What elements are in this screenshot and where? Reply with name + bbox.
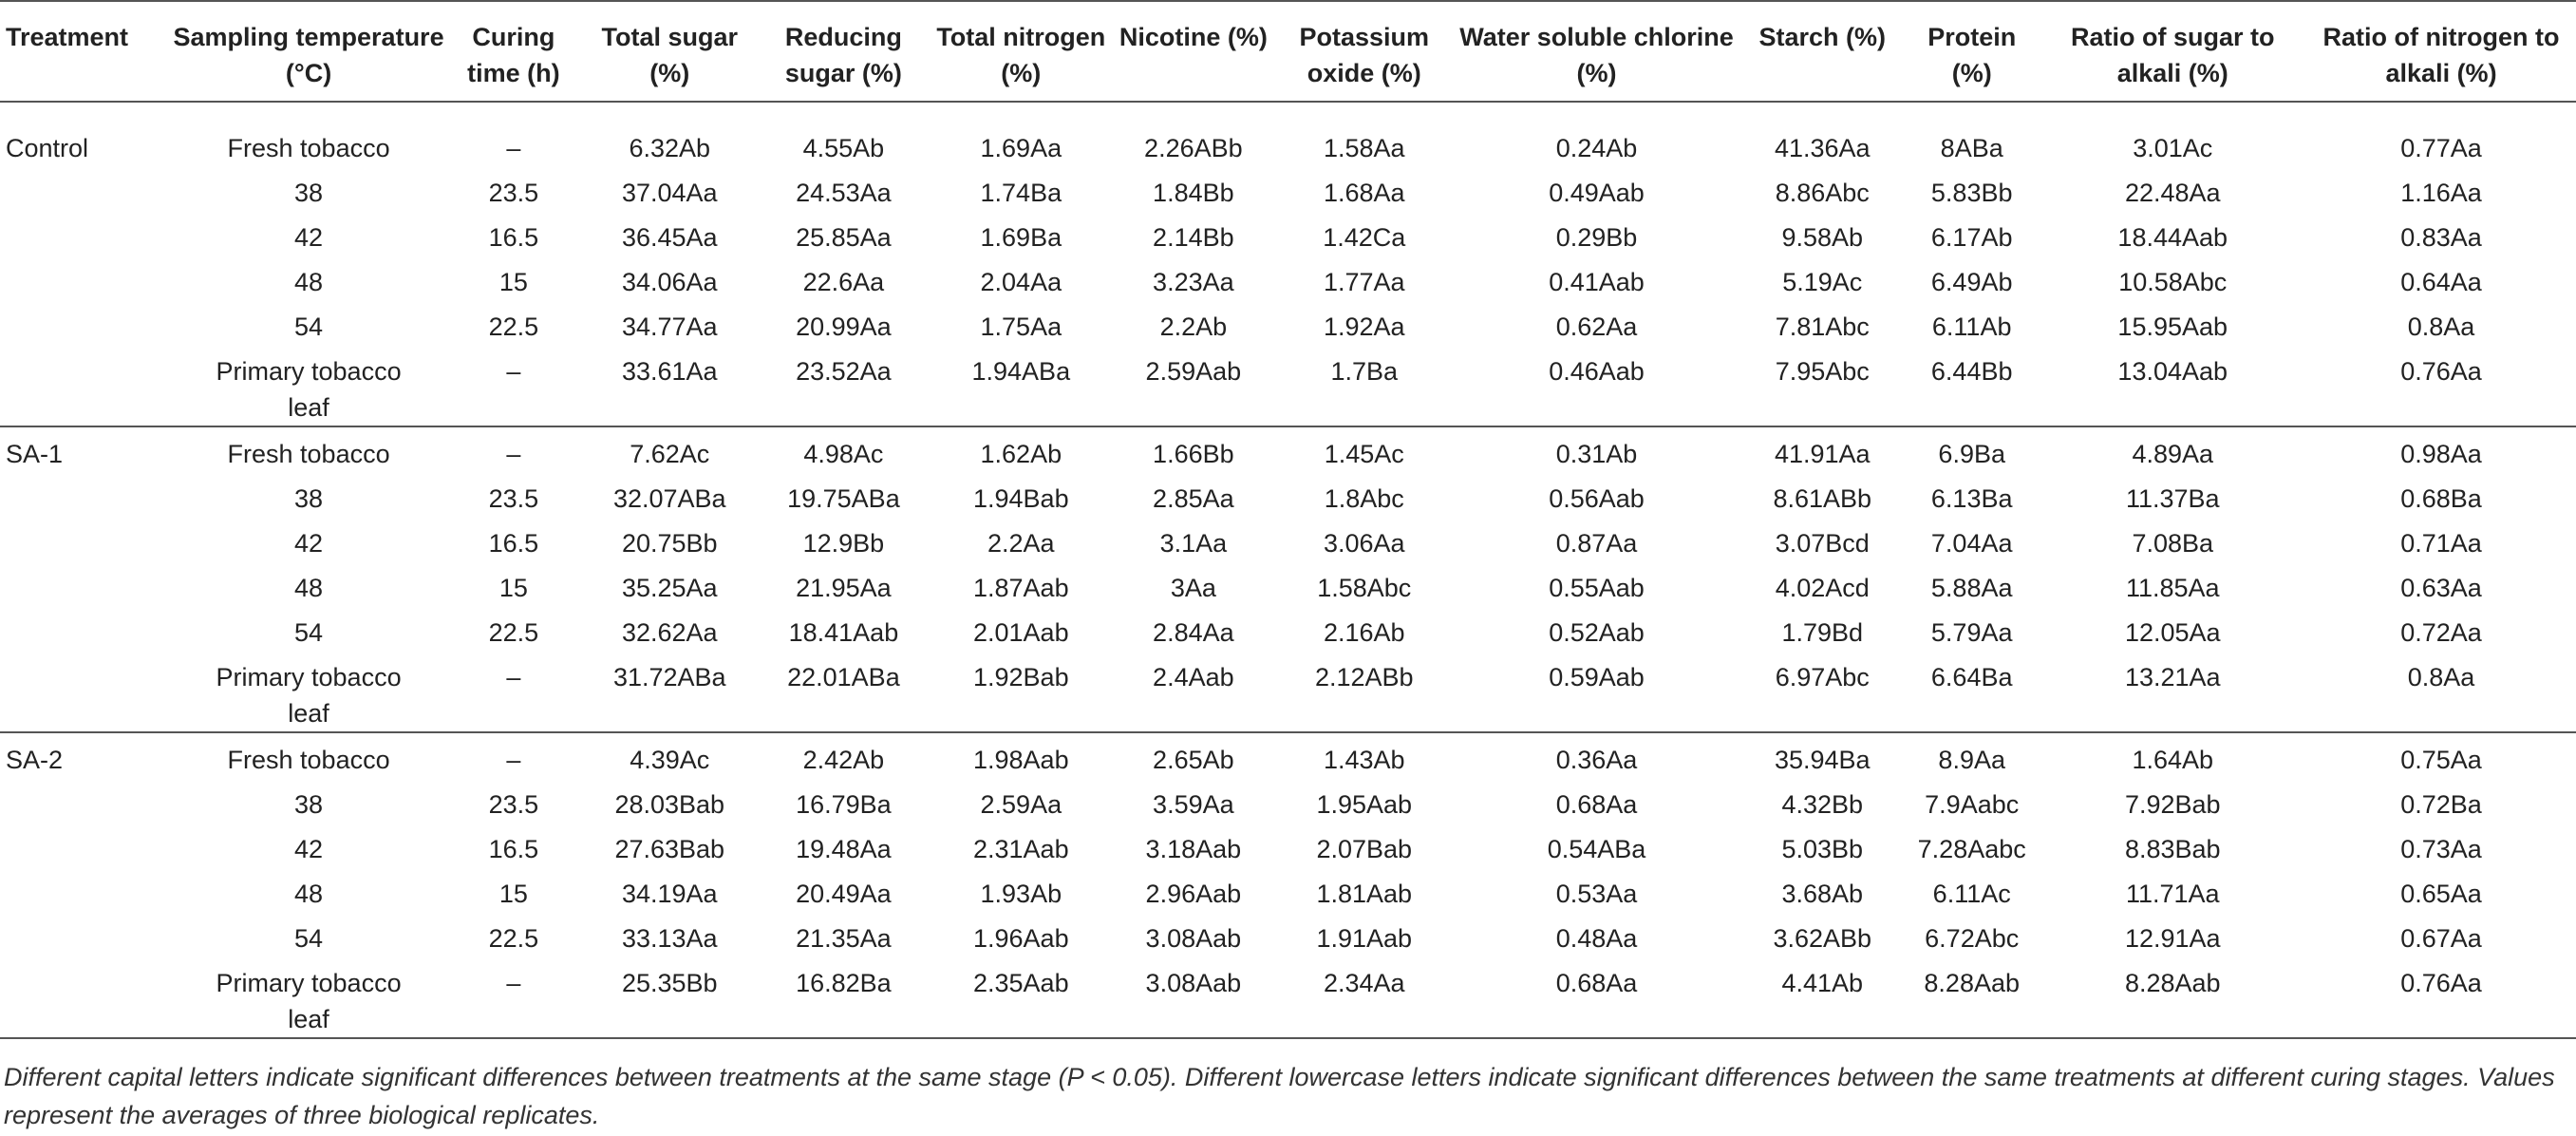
nicotine-cell: 3.23Aa — [1153, 268, 1234, 296]
reducing-sugar-cell: 12.9Bb — [802, 529, 885, 558]
table-row — [0, 956, 2576, 1038]
sampling-temperature-cell: Primary tobacco leaf — [173, 956, 444, 1038]
water-soluble-chlorine-cell: 0.68Aa — [1453, 956, 1739, 1038]
curing-time-cell: – — [506, 134, 521, 162]
nicotine-cell: 2.2Ab — [1159, 312, 1228, 341]
sampling-temperature-cell: 42 — [294, 835, 324, 863]
table-footnote: Different capital letters indicate significant differences between treatments at the same stage (P < 0.05). Different lowercase letters indicate significant differences between the same treatments at different curing stages. Values represent the averages of three biological replicates. — [4, 1063, 2555, 1129]
potassium-oxide-cell: 1.42Ca — [1323, 223, 1406, 252]
sugar-alkali-ratio-cell: 3.01Ac — [2133, 134, 2213, 162]
water-soluble-chlorine-cell: 0.53Aa — [1555, 880, 1638, 908]
sugar-alkali-ratio-cell: 12.05Aa — [2124, 618, 2221, 647]
nicotine-cell: 3.08Aab — [1112, 956, 1275, 1038]
treatment-cell — [0, 517, 173, 561]
starch-cell: 6.97Abc — [1740, 651, 1906, 732]
curing-time-cell: 15 — [498, 880, 528, 908]
nicotine-cell: 1.66Bb — [1153, 440, 1234, 468]
curing-time-cell: 16.5 — [488, 223, 539, 252]
protein-cell: 8ABa — [1940, 134, 2003, 162]
curing-time-cell: 23.5 — [488, 484, 539, 513]
treatment-cell — [0, 166, 173, 211]
column-header-sampling-temperature: Sampling temperature (°C) — [173, 1, 444, 102]
potassium-oxide-cell: 1.77Aa — [1323, 268, 1405, 296]
total-sugar-cell: 33.13Aa — [621, 924, 718, 953]
table-header-row — [0, 1, 2576, 102]
reducing-sugar-cell: 4.55Ab — [802, 134, 885, 162]
nitrogen-alkali-ratio-cell: 0.68Ba — [2400, 484, 2482, 513]
starch-cell: 3.07Bcd — [1775, 529, 1870, 558]
nitrogen-alkali-ratio-cell: 0.63Aa — [2400, 574, 2482, 602]
reducing-sugar-cell: 18.41Aab — [788, 618, 899, 647]
treatment-cell — [0, 956, 173, 1038]
starch-cell: 8.61ABb — [1773, 484, 1872, 513]
total-sugar-cell: 34.06Aa — [621, 268, 718, 296]
treatment-cell: SA-2 — [6, 746, 64, 774]
starch-cell: 35.94Ba — [1774, 746, 1871, 774]
starch-cell: 5.03Bb — [1781, 835, 1864, 863]
table-row — [0, 517, 2576, 561]
protein-cell: 6.11Ac — [1932, 880, 2011, 908]
sampling-temperature-cell: Fresh tobacco — [227, 746, 390, 774]
protein-cell: 7.9Aabc — [1925, 790, 2020, 819]
starch-cell: 3.62ABb — [1773, 924, 1872, 953]
nitrogen-alkali-ratio-cell: 0.75Aa — [2400, 746, 2482, 774]
sugar-alkali-ratio-cell: 10.58Abc — [2118, 268, 2228, 296]
nitrogen-alkali-ratio-cell: 0.73Aa — [2400, 835, 2482, 863]
total-nitrogen-cell: 2.2Aa — [987, 529, 1055, 558]
total-nitrogen-cell: 1.69Aa — [980, 134, 1062, 162]
table-row — [0, 211, 2576, 256]
treatment-cell — [0, 651, 173, 732]
column-header-starch: Starch (%) — [1740, 1, 1906, 102]
nicotine-cell: 3.18Aab — [1145, 835, 1242, 863]
total-sugar-cell: 33.61Aa — [583, 345, 757, 426]
total-nitrogen-cell: 2.01Aab — [973, 618, 1069, 647]
nitrogen-alkali-ratio-cell: 1.16Aa — [2400, 179, 2482, 207]
nitrogen-alkali-ratio-cell: 0.64Aa — [2400, 268, 2482, 296]
reducing-sugar-cell: 22.6Aa — [802, 268, 885, 296]
water-soluble-chlorine-cell: 0.48Aa — [1555, 924, 1638, 953]
nitrogen-alkali-ratio-cell: 0.67Aa — [2400, 924, 2482, 953]
sugar-alkali-ratio-cell: 1.64Ab — [2132, 746, 2214, 774]
nitrogen-alkali-ratio-cell: 0.72Ba — [2400, 790, 2482, 819]
water-soluble-chlorine-cell: 0.36Aa — [1555, 746, 1638, 774]
curing-time-cell: 23.5 — [488, 179, 539, 207]
protein-cell: 6.72Abc — [1925, 924, 2020, 953]
curing-time-cell: 16.5 — [488, 835, 539, 863]
sampling-temperature-cell: 54 — [294, 312, 324, 341]
water-soluble-chlorine-cell: 0.46Aab — [1453, 345, 1739, 426]
column-header-potassium-oxide: Potassium oxide (%) — [1275, 1, 1453, 102]
treatment-cell — [0, 778, 173, 823]
starch-cell: 4.32Bb — [1781, 790, 1864, 819]
total-nitrogen-cell: 2.35Aab — [931, 956, 1112, 1038]
sugar-alkali-ratio-cell: 15.95Aab — [2117, 312, 2228, 341]
water-soluble-chlorine-cell: 0.29Bb — [1555, 223, 1638, 252]
nicotine-cell: 3Aa — [1170, 574, 1216, 602]
reducing-sugar-cell: 19.48Aa — [796, 835, 892, 863]
column-header-nitrogen-alkali-ratio: Ratio of nitrogen to alkali (%) — [2306, 1, 2576, 102]
sampling-temperature-cell: 42 — [294, 223, 324, 252]
total-sugar-cell: 34.77Aa — [621, 312, 718, 341]
sampling-temperature-cell: 42 — [294, 529, 324, 558]
water-soluble-chlorine-cell: 0.24Ab — [1555, 134, 1638, 162]
sugar-alkali-ratio-cell: 11.37Ba — [2125, 484, 2220, 513]
potassium-oxide-cell: 1.7Ba — [1275, 345, 1453, 426]
nicotine-cell: 2.26ABb — [1144, 134, 1243, 162]
starch-cell: 7.95Abc — [1740, 345, 1906, 426]
water-soluble-chlorine-cell: 0.68Aa — [1555, 790, 1638, 819]
water-soluble-chlorine-cell: 0.31Ab — [1555, 440, 1638, 468]
sampling-temperature-cell: Fresh tobacco — [227, 440, 390, 468]
protein-cell: 6.9Ba — [1938, 440, 2005, 468]
curing-time-cell: 15 — [498, 268, 528, 296]
total-nitrogen-cell: 1.98Aab — [973, 746, 1069, 774]
sugar-alkali-ratio-cell: 11.85Aa — [2125, 574, 2220, 602]
water-soluble-chlorine-cell: 0.52Aab — [1549, 618, 1645, 647]
sampling-temperature-cell: Primary tobacco leaf — [173, 651, 444, 732]
nitrogen-alkali-ratio-cell: 0.76Aa — [2306, 956, 2576, 1038]
water-soluble-chlorine-cell: 0.59Aab — [1453, 651, 1739, 732]
sampling-temperature-cell: 54 — [294, 924, 324, 953]
reducing-sugar-cell: 23.52Aa — [757, 345, 931, 426]
table-row — [0, 256, 2576, 300]
total-nitrogen-cell: 2.04Aa — [980, 268, 1062, 296]
potassium-oxide-cell: 2.07Bab — [1316, 835, 1413, 863]
curing-time-cell: 16.5 — [488, 529, 539, 558]
nicotine-cell: 2.65Ab — [1153, 746, 1234, 774]
column-header-nicotine: Nicotine (%) — [1112, 1, 1275, 102]
total-nitrogen-cell: 1.94Bab — [973, 484, 1069, 513]
total-sugar-cell: 35.25Aa — [621, 574, 718, 602]
potassium-oxide-cell: 1.95Aab — [1316, 790, 1413, 819]
column-header-sugar-alkali-ratio: Ratio of sugar to alkali (%) — [2039, 1, 2306, 102]
sampling-temperature-cell: 38 — [294, 484, 324, 513]
water-soluble-chlorine-cell: 0.62Aa — [1555, 312, 1638, 341]
protein-cell: 5.79Aa — [1930, 618, 2013, 647]
water-soluble-chlorine-cell: 0.41Aab — [1549, 268, 1645, 296]
treatment-cell: Control — [6, 134, 89, 162]
protein-cell: 5.88Aa — [1930, 574, 2013, 602]
table-row — [0, 606, 2576, 651]
nicotine-cell: 1.84Bb — [1153, 179, 1234, 207]
water-soluble-chlorine-cell: 0.87Aa — [1555, 529, 1638, 558]
reducing-sugar-cell: 25.85Aa — [796, 223, 892, 252]
potassium-oxide-cell: 1.81Aab — [1316, 880, 1413, 908]
curing-time-cell: 22.5 — [488, 312, 539, 341]
sampling-temperature-cell: 54 — [294, 618, 324, 647]
nitrogen-alkali-ratio-cell: 0.71Aa — [2400, 529, 2482, 558]
treatment-cell — [0, 300, 173, 345]
table-row — [0, 472, 2576, 517]
reducing-sugar-cell: 4.98Ac — [803, 440, 884, 468]
table-row — [0, 426, 2576, 472]
total-sugar-cell: 36.45Aa — [621, 223, 718, 252]
nicotine-cell: 3.1Aa — [1159, 529, 1228, 558]
protein-cell: 6.17Ab — [1930, 223, 2013, 252]
potassium-oxide-cell: 1.91Aab — [1316, 924, 1413, 953]
nitrogen-alkali-ratio-cell: 0.76Aa — [2306, 345, 2576, 426]
table-row — [0, 561, 2576, 606]
treatment-cell — [0, 823, 173, 867]
nitrogen-alkali-ratio-cell: 0.72Aa — [2400, 618, 2482, 647]
sugar-alkali-ratio-cell: 7.92Bab — [2124, 790, 2221, 819]
column-header-reducing-sugar: Reducing sugar (%) — [757, 1, 931, 102]
protein-cell: 6.64Ba — [1905, 651, 2039, 732]
reducing-sugar-cell: 16.79Ba — [796, 790, 892, 819]
curing-time-cell: 22.5 — [488, 618, 539, 647]
starch-cell: 5.19Ac — [1782, 268, 1863, 296]
potassium-oxide-cell: 1.92Aa — [1323, 312, 1405, 341]
sugar-alkali-ratio-cell: 11.71Aa — [2125, 880, 2220, 908]
potassium-oxide-cell: 2.12ABb — [1275, 651, 1453, 732]
total-nitrogen-cell: 1.87Aab — [973, 574, 1069, 602]
protein-cell: 6.13Ba — [1930, 484, 2013, 513]
starch-cell: 4.41Ab — [1740, 956, 1906, 1038]
column-header-protein: Protein (%) — [1905, 1, 2039, 102]
water-soluble-chlorine-cell: 0.54ABa — [1547, 835, 1646, 863]
starch-cell: 7.81Abc — [1775, 312, 1870, 341]
column-header-total-nitrogen: Total nitrogen (%) — [931, 1, 1112, 102]
sugar-alkali-ratio-cell: 18.44Aab — [2117, 223, 2228, 252]
total-sugar-cell: 37.04Aa — [621, 179, 718, 207]
total-sugar-cell: 6.32Ab — [629, 134, 711, 162]
sugar-alkali-ratio-cell: 22.48Aa — [2124, 179, 2221, 207]
sugar-alkali-ratio-cell: 4.89Aa — [2132, 440, 2214, 468]
starch-cell: 9.58Ab — [1781, 223, 1864, 252]
water-soluble-chlorine-cell: 0.56Aab — [1549, 484, 1645, 513]
treatment-cell — [0, 211, 173, 256]
protein-cell: 7.28Aabc — [1917, 835, 2026, 863]
nicotine-cell: 2.96Aab — [1145, 880, 1242, 908]
sampling-temperature-cell: 48 — [294, 574, 324, 602]
sampling-temperature-cell: 38 — [294, 790, 324, 819]
total-sugar-cell: 27.63Bab — [614, 835, 725, 863]
reducing-sugar-cell: 21.35Aa — [796, 924, 892, 953]
reducing-sugar-cell: 22.01ABa — [757, 651, 931, 732]
protein-cell: 8.28Aab — [1905, 956, 2039, 1038]
table-row — [0, 300, 2576, 345]
table-row — [0, 823, 2576, 867]
curing-time-cell: 15 — [498, 574, 528, 602]
potassium-oxide-cell: 1.43Ab — [1323, 746, 1405, 774]
treatment-cell — [0, 912, 173, 956]
potassium-oxide-cell: 1.58Abc — [1317, 574, 1412, 602]
table-row — [0, 732, 2576, 778]
nicotine-cell: 2.84Aa — [1153, 618, 1234, 647]
nicotine-cell: 2.59Aab — [1112, 345, 1275, 426]
total-sugar-cell: 25.35Bb — [583, 956, 757, 1038]
column-header-treatment: Treatment — [0, 1, 173, 102]
water-soluble-chlorine-cell: 0.49Aab — [1549, 179, 1645, 207]
potassium-oxide-cell: 3.06Aa — [1323, 529, 1405, 558]
reducing-sugar-cell: 2.42Ab — [802, 746, 885, 774]
total-nitrogen-cell: 1.94ABa — [931, 345, 1112, 426]
curing-time-cell: – — [444, 345, 583, 426]
total-sugar-cell: 7.62Ac — [630, 440, 710, 468]
table-row — [0, 867, 2576, 912]
total-nitrogen-cell: 1.96Aab — [973, 924, 1069, 953]
treatment-cell — [0, 256, 173, 300]
sugar-alkali-ratio-cell: 8.83Bab — [2124, 835, 2221, 863]
reducing-sugar-cell: 19.75ABa — [787, 484, 900, 513]
total-nitrogen-cell: 2.59Aa — [980, 790, 1062, 819]
total-nitrogen-cell: 1.75Aa — [980, 312, 1062, 341]
sampling-temperature-cell: 48 — [294, 268, 324, 296]
total-sugar-cell: 32.62Aa — [621, 618, 718, 647]
protein-cell: 6.44Bb — [1905, 345, 2039, 426]
sugar-alkali-ratio-cell: 7.08Ba — [2132, 529, 2214, 558]
sugar-alkali-ratio-cell: 8.28Aab — [2039, 956, 2306, 1038]
total-sugar-cell: 20.75Bb — [621, 529, 718, 558]
protein-cell: 6.49Ab — [1930, 268, 2013, 296]
table-row — [0, 166, 2576, 211]
table-row — [0, 778, 2576, 823]
curing-time-cell: – — [506, 440, 521, 468]
nitrogen-alkali-ratio-cell: 0.98Aa — [2400, 440, 2482, 468]
sampling-temperature-cell: 38 — [294, 179, 324, 207]
total-nitrogen-cell: 1.74Ba — [980, 179, 1062, 207]
curing-time-cell: 22.5 — [488, 924, 539, 953]
column-header-curing-time: Curing time (h) — [444, 1, 583, 102]
total-sugar-cell: 32.07ABa — [612, 484, 726, 513]
protein-cell: 7.04Aa — [1930, 529, 2013, 558]
sugar-alkali-ratio-cell: 13.21Aa — [2039, 651, 2306, 732]
potassium-oxide-cell: 1.58Aa — [1323, 134, 1405, 162]
potassium-oxide-cell: 1.45Ac — [1324, 440, 1404, 468]
total-nitrogen-cell: 1.92Bab — [931, 651, 1112, 732]
nitrogen-alkali-ratio-cell: 0.8Aa — [2306, 651, 2576, 732]
curing-time-cell: – — [506, 746, 521, 774]
protein-cell: 5.83Bb — [1930, 179, 2013, 207]
treatment-cell — [0, 606, 173, 651]
column-header-water-soluble-chlorine: Water soluble chlorine (%) — [1453, 1, 1739, 102]
starch-cell: 41.36Aa — [1774, 134, 1871, 162]
sugar-alkali-ratio-cell: 13.04Aab — [2039, 345, 2306, 426]
protein-cell: 6.11Ab — [1931, 312, 2012, 341]
curing-time-cell: – — [444, 651, 583, 732]
table-row — [0, 651, 2576, 732]
reducing-sugar-cell: 20.99Aa — [796, 312, 892, 341]
total-sugar-cell: 4.39Ac — [630, 746, 710, 774]
potassium-oxide-cell: 1.68Aa — [1323, 179, 1405, 207]
nitrogen-alkali-ratio-cell: 0.8Aa — [2407, 312, 2475, 341]
nicotine-cell: 2.4Aab — [1112, 651, 1275, 732]
reducing-sugar-cell: 16.82Ba — [757, 956, 931, 1038]
total-nitrogen-cell: 1.69Ba — [980, 223, 1062, 252]
potassium-oxide-cell: 2.16Ab — [1323, 618, 1405, 647]
treatment-cell — [0, 472, 173, 517]
sugar-alkali-ratio-cell: 12.91Aa — [2124, 924, 2221, 953]
starch-cell: 1.79Bd — [1781, 618, 1864, 647]
nitrogen-alkali-ratio-cell: 0.65Aa — [2400, 880, 2482, 908]
sampling-temperature-cell: 48 — [294, 880, 324, 908]
nicotine-cell: 2.85Aa — [1153, 484, 1234, 513]
table-body — [0, 102, 2576, 1038]
table-row — [0, 345, 2576, 426]
curing-time-cell: 23.5 — [488, 790, 539, 819]
nitrogen-alkali-ratio-cell: 0.77Aa — [2400, 134, 2482, 162]
potassium-oxide-cell: 1.8Abc — [1324, 484, 1404, 513]
nicotine-cell: 2.14Bb — [1153, 223, 1234, 252]
potassium-oxide-cell: 2.34Aa — [1275, 956, 1453, 1038]
reducing-sugar-cell: 24.53Aa — [796, 179, 892, 207]
starch-cell: 8.86Abc — [1775, 179, 1870, 207]
treatment-cell — [0, 345, 173, 426]
total-sugar-cell: 34.19Aa — [621, 880, 718, 908]
total-sugar-cell: 31.72ABa — [583, 651, 757, 732]
total-sugar-cell: 28.03Bab — [614, 790, 725, 819]
reducing-sugar-cell: 20.49Aa — [796, 880, 892, 908]
starch-cell: 3.68Ab — [1781, 880, 1864, 908]
column-header-total-sugar: Total sugar (%) — [583, 1, 757, 102]
reducing-sugar-cell: 21.95Aa — [796, 574, 892, 602]
nicotine-cell: 3.08Aab — [1145, 924, 1242, 953]
sampling-temperature-cell: Fresh tobacco — [227, 134, 390, 162]
total-nitrogen-cell: 2.31Aab — [973, 835, 1069, 863]
table-row — [0, 102, 2576, 166]
curing-time-cell: – — [444, 956, 583, 1038]
treatment-cell — [0, 561, 173, 606]
starch-cell: 4.02Acd — [1775, 574, 1870, 602]
total-nitrogen-cell: 1.62Ab — [980, 440, 1062, 468]
table-row — [0, 912, 2576, 956]
treatment-cell — [0, 867, 173, 912]
water-soluble-chlorine-cell: 0.55Aab — [1549, 574, 1645, 602]
total-nitrogen-cell: 1.93Ab — [980, 880, 1062, 908]
treatment-cell: SA-1 — [6, 440, 64, 468]
protein-cell: 8.9Aa — [1938, 746, 2005, 774]
nicotine-cell: 3.59Aa — [1153, 790, 1234, 819]
sampling-temperature-cell: Primary tobacco leaf — [173, 345, 444, 426]
starch-cell: 41.91Aa — [1774, 440, 1871, 468]
nitrogen-alkali-ratio-cell: 0.83Aa — [2400, 223, 2482, 252]
